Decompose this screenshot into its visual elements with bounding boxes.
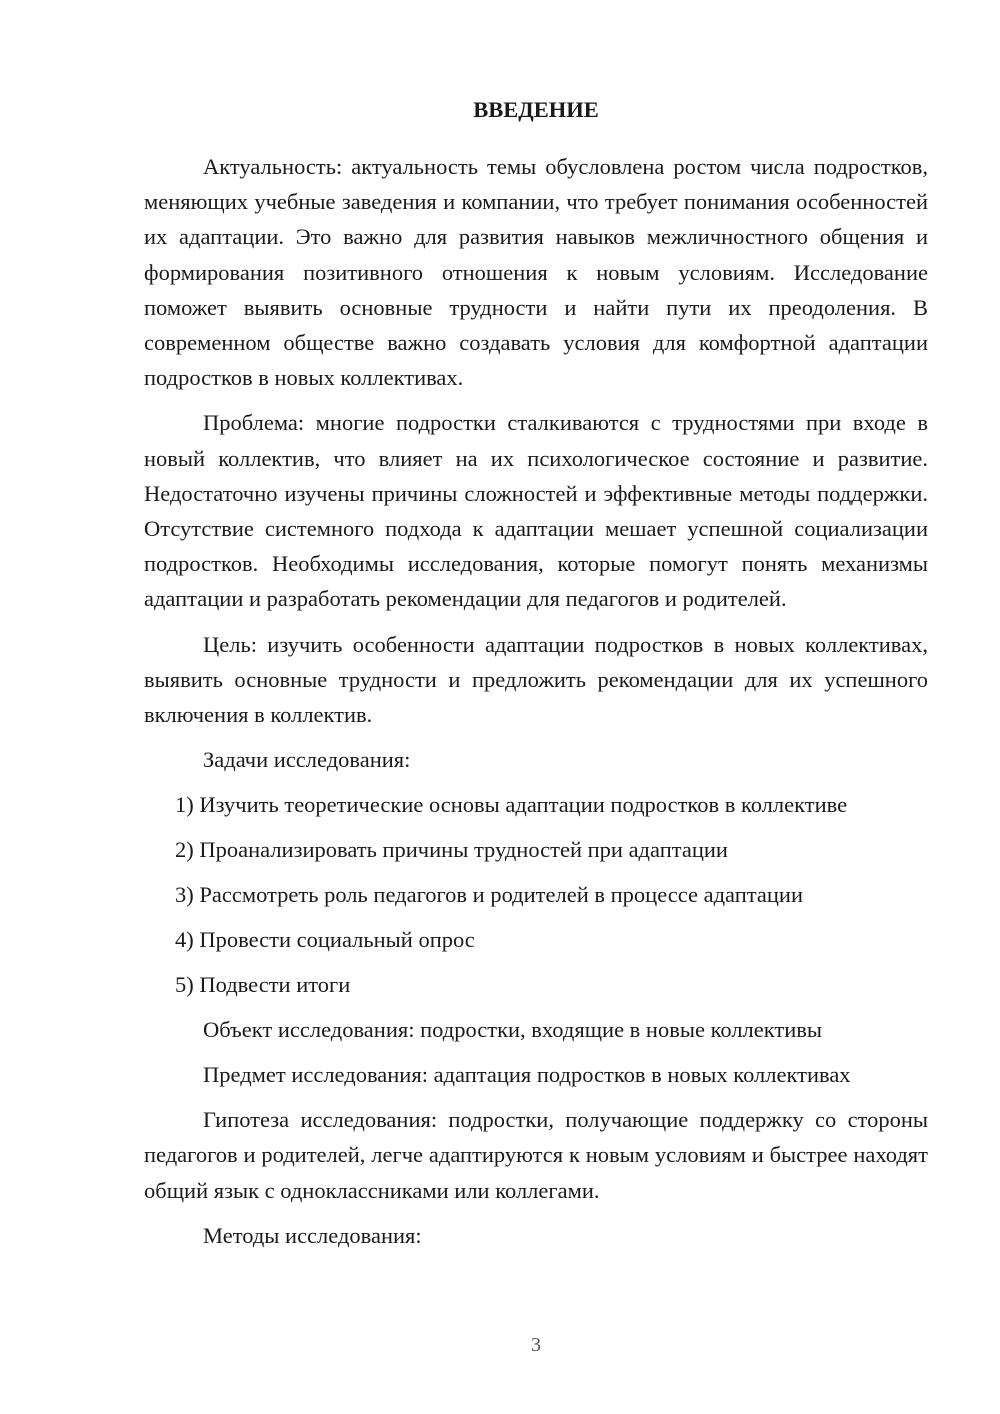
hypothesis-paragraph: Гипотеза исследования: подростки, получающие поддержку со стороны педагогов и родителей, легче адаптируются к новым условиям и быстрее находят общий язык с одноклассниками или коллегами.: [144, 1107, 928, 1203]
task-item-2: 2) Проанализировать причины трудностей при адаптации: [175, 837, 728, 863]
task-item-3: 3) Рассмотреть роль педагогов и родителей в процессе адаптации: [175, 882, 803, 908]
page-title: ВВЕДЕНИЕ: [473, 97, 599, 122]
task-item-4: 4) Провести социальный опрос: [175, 927, 475, 953]
task-item-1: 1) Изучить теоретические основы адаптации подростков в коллективе: [175, 792, 848, 818]
page-content: [144, 94, 928, 1263]
methods-heading: Методы исследования:: [203, 1222, 422, 1248]
research-object: Объект исследования: подростки, входящие в новые коллективы: [203, 1017, 823, 1043]
problem-paragraph: Проблема: многие подростки сталкиваются с трудностями при входе в новый коллектив, что влияет на их психологическое состояние и развитие. Недостаточно изучены причины сложностей и эффективные методы поддержки. Отсутствие системного подхода к адаптации мешает успешной социализации подростков. Необходимы исследования, которые помогут понять механизмы адаптации и разработать рекомендации для педагогов и родителей.: [144, 410, 928, 612]
research-subject: Предмет исследования: адаптация подростков в новых коллективах: [203, 1062, 851, 1088]
page-number: 3: [531, 1334, 541, 1356]
goal-paragraph: Цель: изучить особенности адаптации подростков в новых коллективах, выявить основные трудности и предложить рекомендации для их успешного включения в коллектив.: [144, 631, 928, 728]
tasks-heading: Задачи исследования:: [203, 747, 411, 773]
relevance-paragraph: Актуальность: актуальность темы обусловлена ростом числа подростков, меняющих учебные заведения и компании, что требует понимания особенностей их адаптации. Это важно для развития навыков межличностного общения и формирования позитивного отношения к новым условиям. Исследование поможет выявить основные трудности и найти пути их преодоления. В современном обществе важно создавать условия для комфортной адаптации подростков в новых коллективах.: [144, 154, 928, 391]
task-item-5: 5) Подвести итоги: [175, 972, 351, 998]
